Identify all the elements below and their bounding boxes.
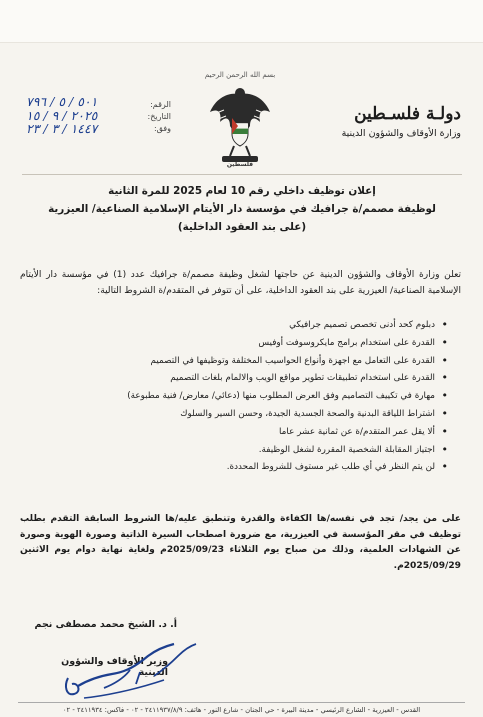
list-item: • لن يتم النظر في أي طلب غير مستوف للشروط المحددة.: [15, 460, 435, 474]
page-top-margin: [0, 0, 483, 43]
ref-date-value: ٢٠٢٥ / ٩ / ١٥: [26, 107, 98, 123]
list-item: • اجتياز المقابلة الشخصية المقررة لشغل الوظيفة.: [15, 443, 435, 457]
list-item: • القدرة على استخدام برامج مايكروسوفت أوفيس: [15, 336, 435, 350]
reference-values: [26, 95, 97, 136]
list-item: • ألا يقل عمر المتقدم/ة عن ثمانية عشر عاما: [15, 425, 435, 439]
ref-number-label: الرقم:: [150, 100, 171, 109]
list-item: • القدرة على التعامل مع اجهزة وأنواع الحواسيب المختلفة وتوظيفها في التصميم: [15, 354, 435, 368]
closing-paragraph: على من يجد/ تجد في نفسه/ها الكفاءة والقدرة وتنطبق عليه/ها الشروط السابقة التقدم بطلب توظيف في مقر المؤسسة في العيزرية، مع ضرورة اصطحاب السيرة الذاتية وصورة الهوية وصورة عن الشهادات العلمية، وذلك من صباح يوم الثلاثاء 2025/09/23م ولغاية نهاية دوام يوم الاثنين 2025/09/29م.: [20, 514, 461, 571]
signatory-name: أ. د. الشيخ محمد مصطفى نجم: [34, 619, 177, 630]
title-line-1: إعلان توظيف داخلي رقم 10 لعام 2025 للمرة الثانية: [108, 185, 376, 197]
ref-hijri-label: وفق:: [153, 124, 171, 133]
organization-header: [301, 104, 461, 139]
list-item: • دبلوم كحد أدنى تخصص تصميم جرافيكي: [15, 318, 435, 332]
reference-labels: [148, 99, 171, 135]
requirements-list: [15, 318, 451, 478]
intro-paragraph: تعلن وزارة الأوقاف والشؤون الدينية عن حاجتها لشغل وظيفة مصمم/ة جرافيك عدد (1) في مؤسسة دار الأيتام الإسلامية الصناعية/ العيزرية على بند العقود الداخلية، على أن تتوفر في المتقدم/ة الشروط التالية:: [20, 270, 461, 296]
announcement-title: [30, 182, 454, 236]
reference-block: [26, 95, 171, 155]
list-item: • مهارة في تكييف التصاميم وفق العرض المطلوب منها (دعائي/ معارض/ فنية مطبوعة): [15, 389, 435, 403]
ref-date-label: التاريخ:: [147, 112, 171, 121]
ministry-name: وزارة الأوقاف والشؤون الدينية: [341, 128, 461, 139]
title-line-2: لوظيفة مصمم/ة جرافيك في مؤسسة دار الأيتام الإسلامية الصناعية/ العيزرية: [48, 203, 436, 215]
list-item: • القدرة على استخدام تطبيقات تطوير مواقع الويب والالمام بلغات التصميم: [15, 371, 435, 385]
footer-address: القدس - العيزرية - الشارع الرئيسي - مدينة البيرة - حي الجنان - شارع النور - هاتف: ٢٤١١٩٣٧/٨/٩ - ٠٢ - فاكس: ٢٤١١٩٣٤ - ٠٢: [62, 706, 421, 714]
state-name: دولـة فلسـطين: [354, 104, 461, 124]
signatory-title: وزير الأوقاف والشؤون الدينية: [61, 656, 168, 678]
ref-hijri-value: ١٤٤٧ / ٣ / ٢٣: [26, 121, 98, 136]
header-divider: [22, 174, 462, 175]
emblem-caption: فلسطين: [226, 161, 254, 168]
eagle-emblem-icon: [200, 72, 280, 172]
list-item: • اشتراط اللياقة البدنية والصحة الجسدية الجيدة، وحسن السير والسلوك: [15, 407, 435, 421]
ref-number-value: ٥٠١ / ٥ / ٧٩٦: [26, 94, 98, 109]
handwritten-signature-icon: [44, 626, 204, 706]
title-line-3: (على بند العقود الداخلية): [177, 221, 307, 233]
basmala-text: بسم الله الرحمن الرحيم: [204, 71, 276, 79]
